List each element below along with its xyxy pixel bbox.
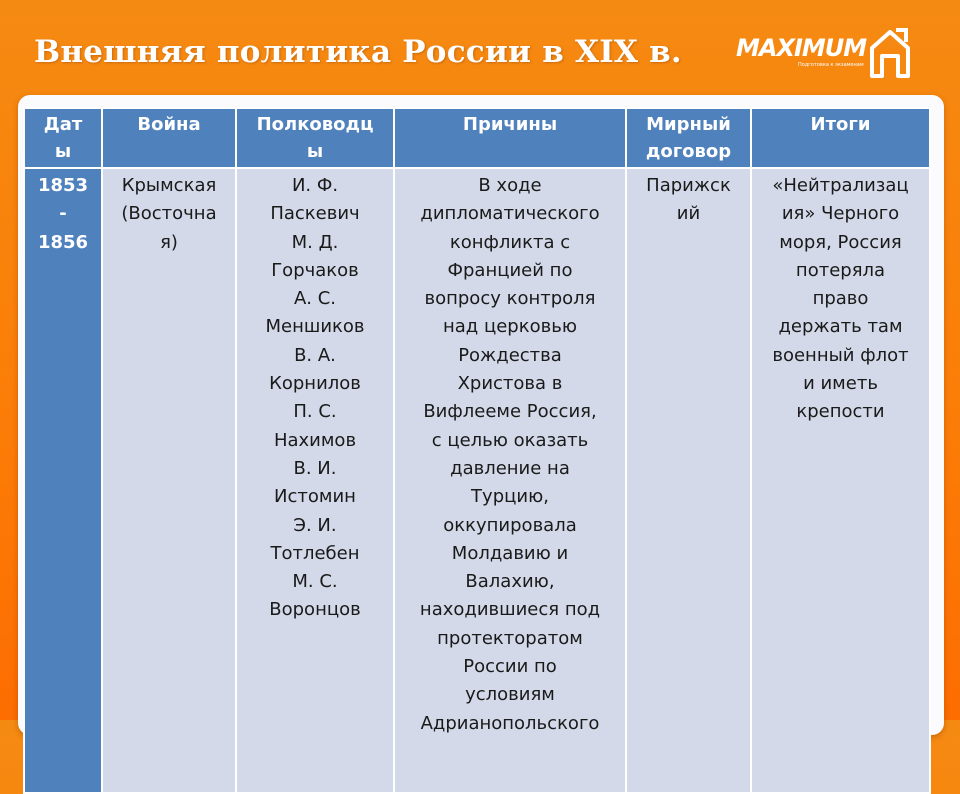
cell-dates: 1853 - 1856 <box>24 168 102 793</box>
cell-treaty: Парижск ий <box>626 168 751 793</box>
cell-causes: В ходе дипломатического конфликта с Францией по вопросу контроля над церковью Рождества Христова в Вифлееме Россия, с целью оказать давление на Турцию, оккупировала Молдавию и Валахию, находившиеся под протекторатом России по условиям Адрианопольского <box>394 168 626 793</box>
header-treaty: Мирный договор <box>626 108 751 168</box>
header-commanders: Полководц ы <box>236 108 394 168</box>
cell-results: «Нейтрализац ия» Черного моря, Россия потеряла право держать там военный флот и иметь крепости <box>751 168 930 793</box>
logo-text: MAXIMUM <box>736 34 867 62</box>
header-dates: Дат ы <box>24 108 102 168</box>
slide-title: Внешняя политика России в XIX в. <box>34 34 682 70</box>
table-row <box>24 168 930 793</box>
foreign-policy-table <box>23 107 931 794</box>
header-causes: Причины <box>394 108 626 168</box>
header-war: Война <box>102 108 236 168</box>
table-header-row <box>24 108 930 168</box>
maximum-logo <box>736 26 914 78</box>
header-results: Итоги <box>751 108 930 168</box>
house-icon <box>868 26 912 78</box>
cell-commanders: И. Ф. Паскевич М. Д. Горчаков А. С. Меншиков В. А. Корнилов П. С. Нахимов В. И. Истомин Э. И. Тотлебен М. С. Воронцов <box>236 168 394 793</box>
logo-subtitle: Подготовка к экзаменам <box>798 62 864 68</box>
cell-war: Крымская (Восточна я) <box>102 168 236 793</box>
